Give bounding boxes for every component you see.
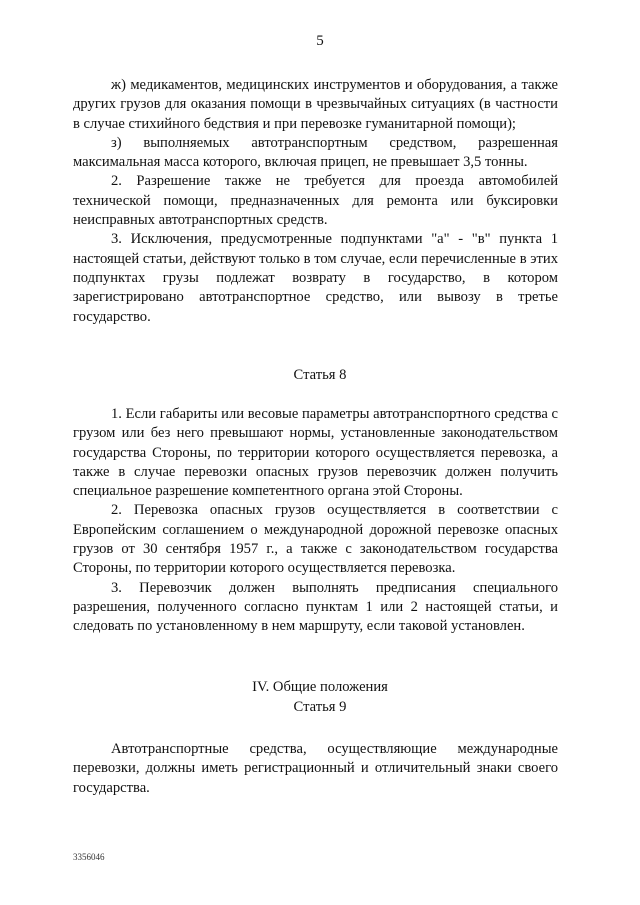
article-9-heading: Статья 9 <box>293 699 347 715</box>
article9-paragraph: Автотранспортные средства, осуществляющие международные перевозки, должны иметь регистрационный и отличительный знаки своего государства. <box>73 741 558 796</box>
article8-body <box>73 405 558 637</box>
article8-clause-2: 2. Перевозка опасных грузов осуществляется в соответствии с Европейским соглашением о международной дорожной перевозке опасных грузов от 30 сентября 1957 г., а также с законодательством государства Стороны, по территории которого осуществляется перевозка. <box>73 502 558 577</box>
section-4-heading: IV. Общие положения <box>252 679 388 695</box>
article8-clause-1: 1. Если габариты или весовые параметры автотранспортного средства с грузом или без него превышают нормы, установленные законодательством государства Стороны, по территории которого осуществляется перевозка, а также в случае перевозки опасных грузов перевозчик должен получить специальное разрешение компетентного органа этой Стороны. <box>73 406 558 500</box>
document-code: 3356046 <box>73 852 105 862</box>
paragraph-item-z: з) выполняемых автотранспортным средством, разрешенная максимальная масса которого, включая прицеп, не превышает 3,5 тонны. <box>73 134 558 171</box>
page-number: 5 <box>316 33 324 49</box>
article9-body <box>73 740 558 798</box>
paragraph-item-zh: ж) медикаментов, медицинских инструментов и оборудования, а также других грузов для оказания помощи в чрезвычайных ситуациях (в частности в случае стихийного бедствия и при перевозке гуманитарной помощи); <box>73 77 558 132</box>
paragraph-clause-3: 3. Исключения, предусмотренные подпунктами "а" - "в" пункта 1 настоящей статьи, действуют только в том случае, если перечисленные в этих подпунктах грузы подлежат возврату в государство, в котором зарегистрировано автотранспортное средство, или вывозу в третье государство. <box>73 231 558 325</box>
article7-continuation <box>73 76 558 327</box>
article8-clause-3: 3. Перевозчик должен выполнять предписания специального разрешения, полученного согласно пунктам 1 или 2 настоящей статьи, и следовать по установленному в нем маршруту, если таковой установлен. <box>73 579 558 635</box>
paragraph-clause-2: 2. Разрешение также не требуется для проезда автомобилей технической помощи, предназначенных для ремонта или буксировки неисправных автотранспортных средств. <box>73 173 558 229</box>
article-8-heading: Статья 8 <box>293 367 347 383</box>
